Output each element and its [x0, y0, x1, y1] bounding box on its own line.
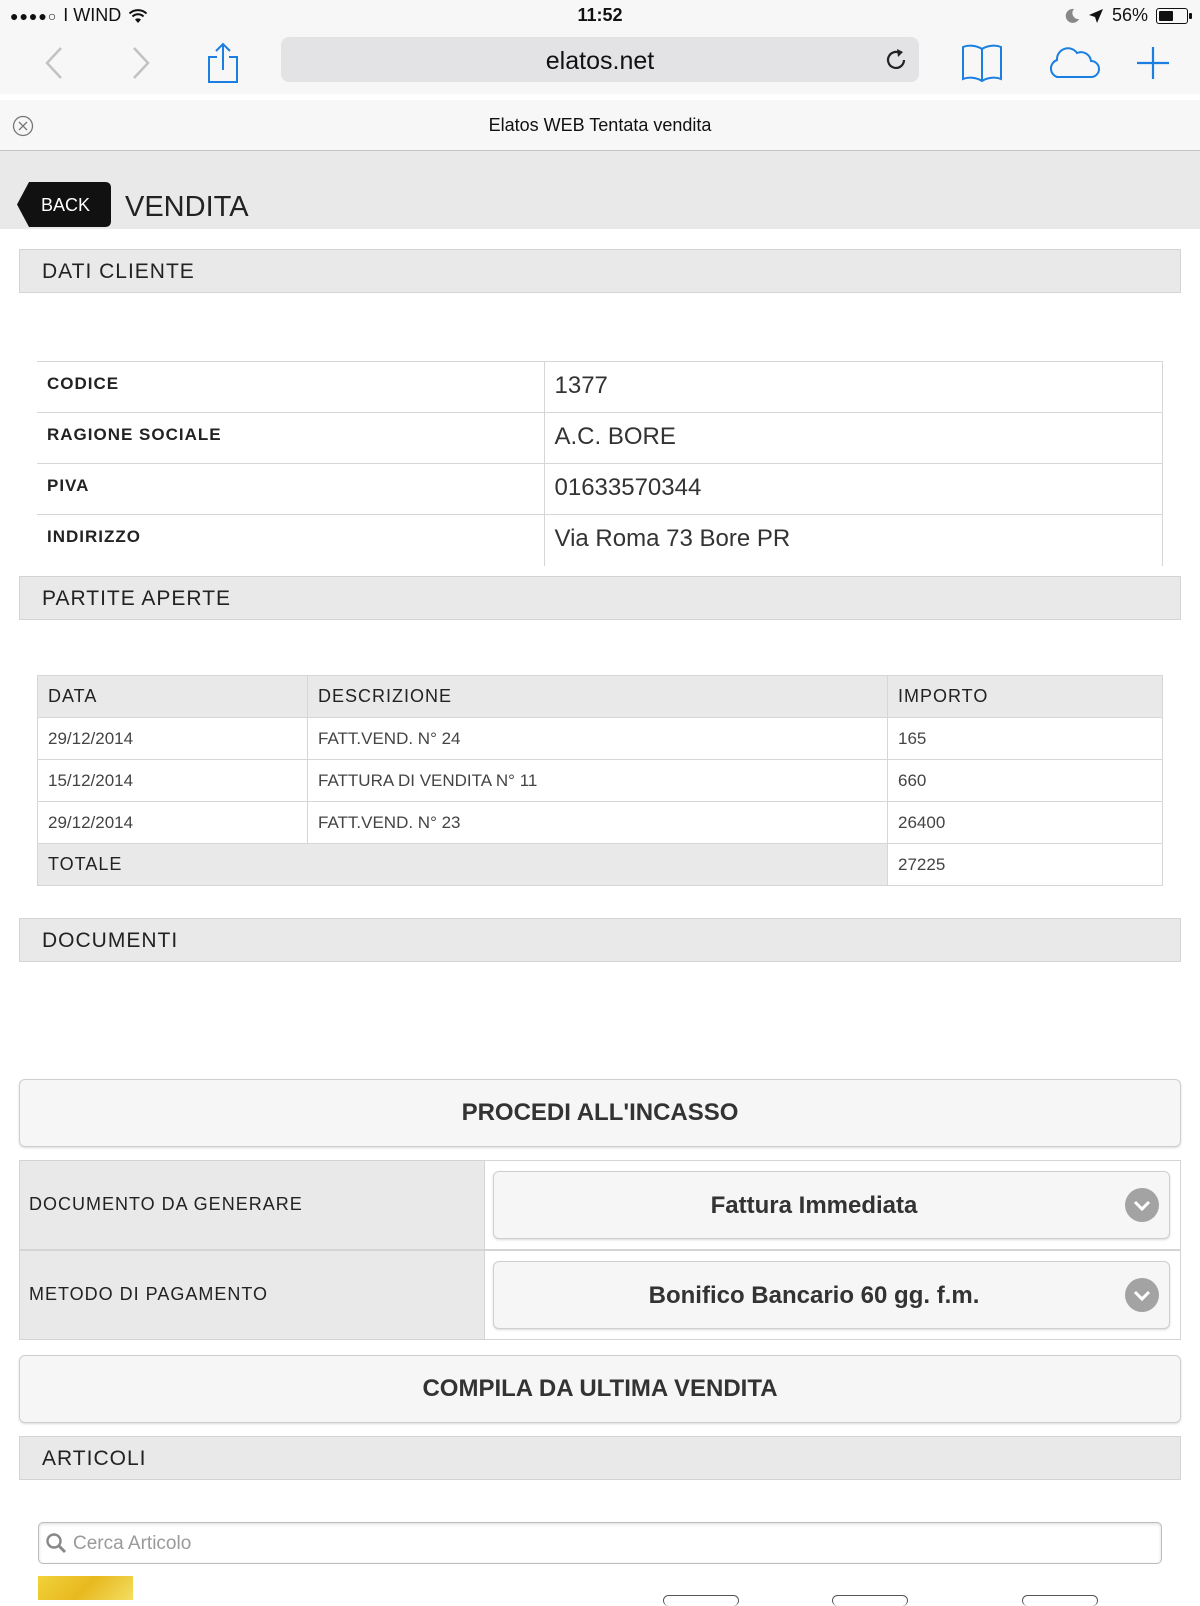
cloud-icon[interactable]	[1045, 40, 1101, 86]
status-right	[1064, 5, 1188, 26]
status-bar	[0, 0, 1200, 32]
cell-importo: 165	[888, 718, 1163, 760]
documento-label-cell	[20, 1161, 485, 1249]
field-label: CODICE	[37, 362, 544, 413]
search-box[interactable]	[38, 1522, 1162, 1564]
page-header	[0, 151, 1200, 229]
chevron-down-icon	[1125, 1188, 1159, 1222]
section-title: PARTITE APERTE	[42, 587, 232, 610]
cell-data: 29/12/2014	[38, 718, 308, 760]
article-button[interactable]	[832, 1595, 908, 1606]
client-table	[37, 361, 1163, 566]
article-button[interactable]	[663, 1595, 739, 1606]
cell-importo: 26400	[888, 802, 1163, 844]
back-button-label: BACK	[41, 195, 91, 215]
cell-descrizione: FATTURA DI VENDITA N° 11	[308, 760, 888, 802]
cell-data: 15/12/2014	[38, 760, 308, 802]
search-icon	[45, 1532, 67, 1554]
total-value: 27225	[888, 844, 1163, 886]
pagamento-row	[19, 1250, 1181, 1340]
pagamento-select[interactable]	[493, 1261, 1170, 1329]
article-button[interactable]	[1022, 1595, 1098, 1606]
total-row	[38, 844, 1163, 886]
table-row	[38, 718, 1163, 760]
field-label: PIVA	[37, 464, 544, 515]
field-value: A.C. BORE	[544, 413, 1163, 464]
documento-select[interactable]	[493, 1171, 1170, 1239]
back-arrow-icon[interactable]	[30, 40, 80, 86]
table-header-row	[38, 676, 1163, 718]
article-thumbnail[interactable]	[38, 1576, 133, 1600]
signal-dots-icon: ●●●●○	[10, 7, 58, 24]
pagamento-label: METODO DI PAGAMENTO	[29, 1284, 269, 1304]
table-row	[37, 464, 1163, 515]
table-row	[38, 760, 1163, 802]
table-row	[38, 802, 1163, 844]
clock: 11:52	[577, 5, 623, 25]
section-documenti[interactable]	[19, 918, 1181, 962]
partite-table	[37, 675, 1163, 886]
reload-icon[interactable]	[881, 45, 911, 75]
new-tab-plus-icon[interactable]	[1128, 40, 1178, 86]
cell-importo: 660	[888, 760, 1163, 802]
location-arrow-icon	[1088, 8, 1104, 24]
cell-descrizione: FATT.VEND. N° 23	[308, 802, 888, 844]
section-dati-cliente[interactable]	[19, 249, 1181, 293]
bookmarks-icon[interactable]	[957, 40, 1007, 86]
pagamento-selected-value: Bonifico Bancario 60 gg. f.m.	[648, 1282, 980, 1309]
battery-icon	[1156, 8, 1188, 24]
share-icon[interactable]	[198, 40, 248, 86]
tab-bar	[0, 100, 1200, 151]
column-header-importo: IMPORTO	[888, 676, 1163, 718]
moon-icon	[1064, 8, 1080, 24]
documento-selected-value: Fattura Immediata	[710, 1192, 918, 1219]
total-label: TOTALE	[38, 844, 888, 886]
browser-toolbar	[0, 32, 1200, 94]
field-label: RAGIONE SOCIALE	[37, 413, 544, 464]
procedi-incasso-button[interactable]: PROCEDI ALL'INCASSO	[19, 1079, 1181, 1147]
forward-arrow-icon[interactable]	[115, 40, 165, 86]
cell-descrizione: FATT.VEND. N° 24	[308, 718, 888, 760]
search-input[interactable]	[71, 1523, 1155, 1565]
chevron-down-icon	[1125, 1278, 1159, 1312]
compila-ultima-vendita-button[interactable]: COMPILA DA ULTIMA VENDITA	[19, 1355, 1181, 1423]
section-title: ARTICOLI	[42, 1447, 147, 1470]
table-row	[37, 362, 1163, 413]
field-value: 1377	[544, 362, 1163, 413]
tab-title[interactable]: Elatos WEB Tentata vendita	[488, 115, 712, 135]
section-partite-aperte[interactable]	[19, 576, 1181, 620]
column-header-data: DATA	[38, 676, 308, 718]
field-label: INDIRIZZO	[37, 515, 544, 566]
section-articoli[interactable]	[19, 1436, 1181, 1480]
page-title: VENDITA	[125, 191, 249, 223]
url-text: elatos.net	[545, 47, 655, 75]
documento-row	[19, 1160, 1181, 1250]
field-value: 01633570344	[544, 464, 1163, 515]
pagamento-label-cell	[20, 1251, 485, 1339]
section-title: DOCUMENTI	[42, 929, 179, 952]
documento-label: DOCUMENTO DA GENERARE	[29, 1194, 303, 1214]
cell-data: 29/12/2014	[38, 802, 308, 844]
table-row	[37, 413, 1163, 464]
field-value: Via Roma 73 Bore PR	[544, 515, 1163, 566]
section-title: DATI CLIENTE	[42, 260, 195, 283]
table-row	[37, 515, 1163, 566]
battery-percent: 56%	[1111, 5, 1148, 25]
column-header-descrizione: DESCRIZIONE	[308, 676, 888, 718]
carrier-name: I WIND	[63, 5, 122, 25]
address-bar[interactable]	[281, 37, 919, 82]
back-button[interactable]	[17, 182, 111, 227]
